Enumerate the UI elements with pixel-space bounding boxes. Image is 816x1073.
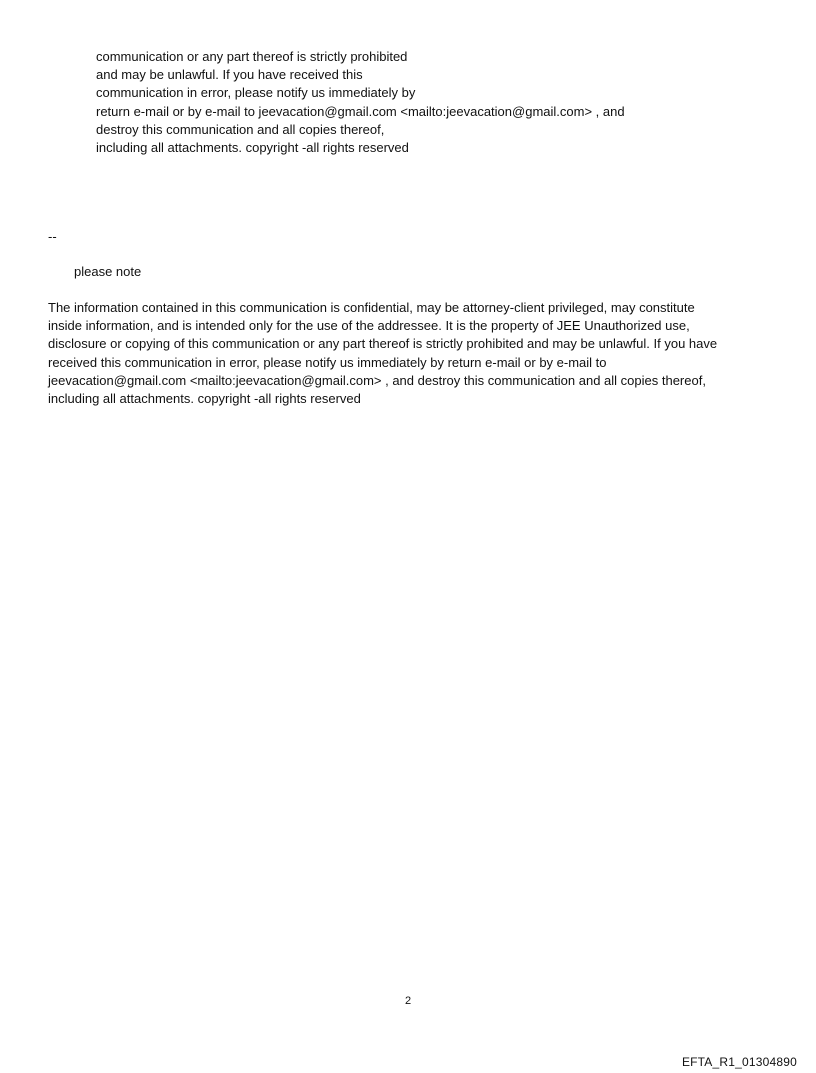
quoted-disclaimer-line: including all attachments. copyright -all rights reserved (96, 140, 409, 156)
quoted-disclaimer-line: communication in error, please notify us immediately by (96, 85, 416, 101)
quoted-disclaimer-line: return e-mail or by e-mail to jeevacation@gmail.com <mailto:jeevacation@gmail.com> , and (96, 103, 625, 119)
disclaimer-line: including all attachments. copyright -all rights reserved (48, 391, 361, 407)
disclaimer-line: inside information, and is intended only for the use of the addressee. It is the property of JEE Unauthorized use, (48, 318, 690, 334)
disclaimer-line: jeevacation@gmail.com <mailto:jeevacation@gmail.com> , and destroy this communication and all copies thereof, (48, 372, 706, 388)
quoted-disclaimer-line: destroy this communication and all copies thereof, (96, 121, 385, 137)
disclaimer-line: disclosure or copying of this communication or any part thereof is strictly prohibited and may be unlawful. If you have (48, 336, 718, 352)
disclaimer-line: received this communication in error, please notify us immediately by return e-mail or by e-mail to (48, 354, 607, 370)
quoted-disclaimer-line: communication or any part thereof is strictly prohibited (96, 49, 408, 64)
note-heading: please note (74, 264, 142, 279)
quoted-disclaimer (96, 48, 625, 157)
signature-separator: -- (48, 229, 57, 244)
disclaimer-line: The information contained in this communication is confidential, may be attorney-client privileged, may constitute (48, 300, 695, 315)
confidentiality-disclaimer (48, 299, 717, 408)
quoted-disclaimer-line: and may be unlawful. If you have received this (96, 67, 363, 83)
document-id: EFTA_R1_01304890 (681, 1055, 797, 1069)
page-number: 2 (404, 995, 412, 1007)
